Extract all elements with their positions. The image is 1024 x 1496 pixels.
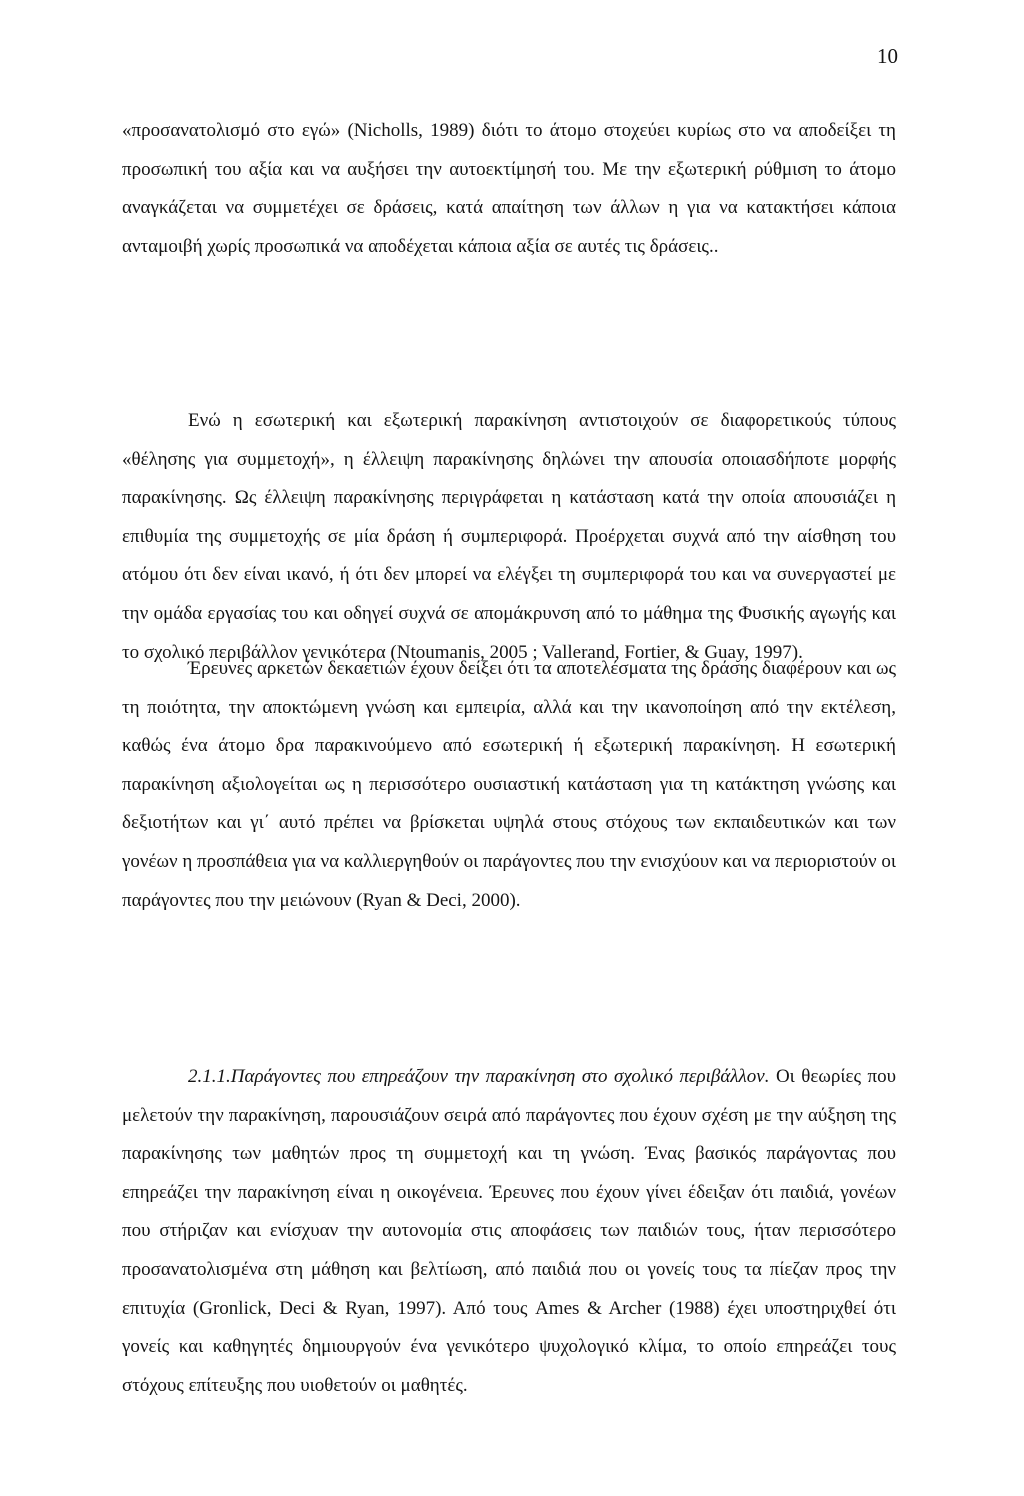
paragraph-2-text: Ενώ η εσωτερική και εξωτερική παρακίνηση αντιστοιχούν σε διαφορετικούς τύπους «θέλησης για συμμετοχή», η έλλειψη παρακίνησης δηλώνει την απουσία οποιασδήποτε μορφής παρακίνησης. Ως έλλειψη παρακίνησης περιγράφεται η κατάσταση κατά την οποία απουσιάζει η επιθυμία της συμμετοχής σε μία δράση ή συμπεριφορά. Προέρχεται συχνά από την αίσθηση του ατόμου ότι δεν είναι ικανό, ή ότι δεν μπορεί να ελέγξει τη συμπεριφορά του και να συνεργαστεί με την ομάδα εργασίας του και οδηγεί συχνά σε απομάκρυνση από το μάθημα της Φυσικής αγωγής και το σχολικό περιβάλλον γενικότερα (Ntoumanis, 2005 ; Vallerand, Fortier, & Guay, 1997).	[122, 410, 896, 663]
section-heading: 2.1.1.Παράγοντες που επηρεάζουν την παρακίνηση στο σχολικό περιβάλλον.	[188, 1066, 770, 1087]
paragraph-2	[122, 402, 896, 672]
paragraph-4-text: Οι θεωρίες που μελετούν την παρακίνηση, παρουσιάζουν σειρά από παράγοντες που έχουν σχέση με την αύξηση της παρακίνησης των μαθητών προς τη συμμετοχή και τη γνώση. Ένας βασικός παράγοντας που επηρεάζει την παρακίνηση είναι η οικογένεια. Έρευνες που έχουν γίνει έδειξαν ότι παιδιά, γονέων που στήριζαν και ενίσχυαν την αυτονομία στις αποφάσεις των παιδιών τους, ήταν περισσότερο προσανατολισμένα στη μάθηση και βελτίωση, από παιδιά που οι γονείς τους τα πίεζαν προς την επιτυχία (Gronlick, Deci & Ryan, 1997). Από τους Ames & Archer (1988) έχει υποστηριχθεί ότι γονείς και καθηγητές δημιουργούν ένα γενικότερο ψυχολογικό κλίμα, το οποίο επηρεάζει τους στόχους επίτευξης που υιοθετούν οι μαθητές.	[122, 1066, 897, 1396]
paragraph-4	[122, 1058, 896, 1405]
paragraph-1: «προσανατολισμό στο εγώ» (Nicholls, 1989) διότι το άτομο στοχεύει κυρίως στο να αποδείξει τη προσωπική του αξία και να αυξήσει την αυτοεκτίμησή του. Με την εξωτερική ρύθμιση το άτομο αναγκάζεται να συμμετέχει σε δράσεις, κατά απαίτηση των άλλων η για να κατακτήσει κάποια ανταμοιβή χωρίς προσωπικά να αποδέχεται κάποια αξία σε αυτές τις δράσεις..	[122, 120, 896, 257]
paragraph-3	[122, 650, 896, 920]
page-number: 10	[877, 44, 898, 68]
paragraph-3-text: Έρευνες αρκετών δεκαετιών έχουν δείξει ότι τα αποτελέσματα της δράσης διαφέρουν και ως τη ποιότητα, την αποκτώμενη γνώση και εμπειρία, αλλά και την ικανοποίηση από την εκτέλεση, καθώς ένα άτομο δρα παρακινούμενο από εσωτερική ή εξωτερική παρακίνηση. Η εσωτερική παρακίνηση αξιολογείται ως η περισσότερο ουσιαστική κατάσταση για τη κατάκτηση γνώσης και δεξιοτήτων και γι΄ αυτό πρέπει να βρίσκεται υψηλά στους στόχους των εκπαιδευτικών και των γονέων η προσπάθεια για να καλλιεργηθούν οι παράγοντες που την ενισχύουν και να περιοριστούν οι παράγοντες που την μειώνουν (Ryan & Deci, 2000).	[122, 658, 896, 911]
